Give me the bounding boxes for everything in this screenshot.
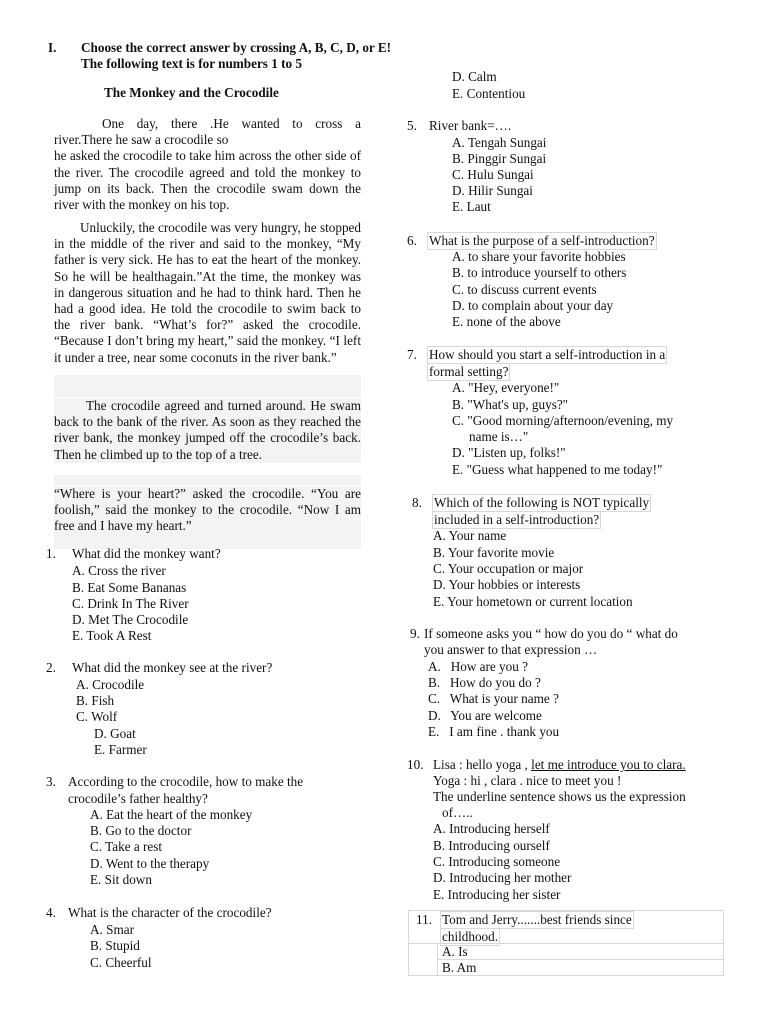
q4-option-e[interactable]: E. Contentiou bbox=[452, 86, 526, 101]
q2-option-e[interactable]: E. Farmer bbox=[94, 742, 147, 757]
q1-option-d[interactable]: D. Met The Crocodile bbox=[72, 612, 189, 627]
story-title: The Monkey and the Crocodile bbox=[104, 85, 279, 100]
question-7 bbox=[407, 347, 666, 363]
question-number: 11. bbox=[416, 912, 432, 927]
question-stem: If someone asks you “ how do you do “ what do bbox=[424, 626, 678, 641]
question-stem: What did the monkey want? bbox=[72, 546, 221, 561]
question-3-stem-cont: crocodile’s father healthy? bbox=[68, 791, 208, 806]
q11-option-a[interactable]: A. Is bbox=[442, 944, 468, 959]
question-2 bbox=[46, 660, 273, 676]
q8-option-d[interactable]: D. Your hobbies or interests bbox=[433, 577, 581, 592]
q1-option-e[interactable]: E. Took A Rest bbox=[72, 628, 152, 643]
question-number: 5. bbox=[407, 118, 417, 133]
story-paragraph-3: The crocodile agreed and turned around. He swam back to the bank of the river. As soon as they reached the river bank, the monkey jumped off the crocodile’s back. Then he climbed up to the top of a tree. bbox=[54, 398, 361, 462]
q6-option-d[interactable]: D. to complain about your day bbox=[452, 298, 614, 313]
question-stem: What is the character of the crocodile? bbox=[68, 905, 272, 920]
story-shade-1 bbox=[54, 375, 361, 397]
question-stem: What did the monkey see at the river? bbox=[72, 660, 273, 675]
q10-option-a[interactable]: A. Introducing herself bbox=[433, 821, 550, 836]
q10-stem-plain: Lisa : hello yoga , bbox=[433, 757, 532, 772]
q7-option-c[interactable]: C. "Good morning/afternoon/evening, my bbox=[452, 413, 674, 428]
question-5 bbox=[407, 118, 512, 134]
story-p1-line1: One day, there .He wanted to cross a bbox=[102, 116, 361, 131]
q8-option-a[interactable]: A. Your name bbox=[433, 528, 507, 543]
q1-option-a[interactable]: A. Cross the river bbox=[72, 563, 166, 578]
q9-option-a[interactable]: A. How are you ? bbox=[428, 659, 528, 674]
q6-option-c[interactable]: C. to discuss current events bbox=[452, 282, 597, 297]
question-1 bbox=[46, 546, 221, 562]
question-number: 9. bbox=[410, 626, 420, 641]
q4-option-a[interactable]: A. Smar bbox=[90, 922, 134, 937]
q5-option-b[interactable]: B. Pinggir Sungai bbox=[452, 151, 547, 166]
q8-option-b[interactable]: B. Your favorite movie bbox=[433, 545, 555, 560]
q9-option-e[interactable]: E. I am fine . thank you bbox=[428, 724, 560, 739]
instruction-subline: The following text is for numbers 1 to 5 bbox=[81, 56, 303, 71]
q9-option-b[interactable]: B. How do you do ? bbox=[428, 675, 541, 690]
question-10 bbox=[407, 757, 686, 773]
q7-option-a[interactable]: A. "Hey, everyone!" bbox=[452, 380, 560, 395]
question-stem bbox=[433, 757, 686, 773]
question-number: 2. bbox=[46, 660, 56, 675]
q8-option-c[interactable]: C. Your occupation or major bbox=[433, 561, 584, 576]
q10-line-3: The underline sentence shows us the expression bbox=[433, 789, 686, 804]
q5-option-e[interactable]: E. Laut bbox=[452, 199, 491, 214]
question-stem: According to the crocodile, how to make the bbox=[68, 774, 304, 789]
q4-option-b[interactable]: B. Stupid bbox=[90, 938, 140, 953]
q2-option-a[interactable]: A. Crocodile bbox=[76, 677, 145, 692]
q10-option-c[interactable]: C. Introducing someone bbox=[433, 854, 561, 869]
q11-option-b[interactable]: B. Am bbox=[442, 960, 477, 975]
question-number: 7. bbox=[407, 347, 417, 362]
question-9 bbox=[410, 626, 678, 642]
q9-option-d[interactable]: D. You are welcome bbox=[428, 708, 542, 723]
question-4 bbox=[46, 905, 272, 921]
question-number: 1. bbox=[46, 546, 56, 561]
q11-divider-3 bbox=[437, 943, 438, 975]
q10-line-2: Yoga : hi , clara . nice to meet you ! bbox=[433, 773, 622, 788]
q5-option-c[interactable]: C. Hulu Sungai bbox=[452, 167, 534, 182]
q2-option-b[interactable]: B. Fish bbox=[76, 693, 115, 708]
q4-option-c[interactable]: C. Cheerful bbox=[90, 955, 152, 970]
section-number: I. bbox=[48, 40, 57, 55]
q10-line-4: of….. bbox=[442, 805, 473, 820]
q3-option-e[interactable]: E. Sit down bbox=[90, 872, 152, 887]
story-paragraph-2: Unluckily, the crocodile was very hungry, he stopped in the middle of the river and said to the monkey, “My father is very sick. He has to eat the heart of the monkey. So he will be healthagain.”At the time, the monkey was in dangerous situation and he had to think hard. Then he had a good idea. He told the crocodile to swim back to the river bank. “What’s for?” asked the crocodile. “Because I don’t bring my heart,” said the monkey. “I left it under a tree, near some coconuts in the river bank.” bbox=[54, 220, 361, 365]
q10-option-e[interactable]: E. Introducing her sister bbox=[433, 887, 561, 902]
question-8-stem-cont: included in a self-introduction? bbox=[432, 511, 601, 529]
q1-option-b[interactable]: B. Eat Some Bananas bbox=[72, 580, 187, 595]
q10-option-d[interactable]: D. Introducing her mother bbox=[433, 870, 572, 885]
question-number: 6. bbox=[407, 233, 417, 248]
question-stem: River bank=…. bbox=[429, 118, 512, 133]
q11-divider-2 bbox=[437, 959, 723, 960]
question-number: 10. bbox=[407, 757, 424, 772]
question-stem: Tom and Jerry.......best friends since bbox=[440, 911, 634, 929]
q6-option-b[interactable]: B. to introduce yourself to others bbox=[452, 265, 627, 280]
q5-option-a[interactable]: A. Tengah Sungai bbox=[452, 135, 547, 150]
q10-stem-underlined: let me introduce you to clara. bbox=[531, 757, 686, 772]
q6-option-e[interactable]: E. none of the above bbox=[452, 314, 561, 329]
q3-option-b[interactable]: B. Go to the doctor bbox=[90, 823, 192, 838]
q2-option-c[interactable]: C. Wolf bbox=[76, 709, 118, 724]
q9-option-c[interactable]: C. What is your name ? bbox=[428, 691, 559, 706]
question-11-stem-cont: childhood. bbox=[440, 928, 500, 946]
q7-option-b[interactable]: B. "What's up, guys?" bbox=[452, 397, 569, 412]
q7-option-e[interactable]: E. "Guess what happened to me today!" bbox=[452, 462, 663, 477]
question-9-stem-cont: you answer to that expression … bbox=[424, 642, 598, 657]
instruction-line: Choose the correct answer by crossing A, B, C, D, or E! bbox=[81, 40, 392, 55]
question-number: 3. bbox=[46, 774, 56, 789]
story-paragraph-4: “Where is your heart?” asked the crocodile. “You are foolish,” said the monkey to the crocodile. “Now I am free and I have my heart.” bbox=[54, 486, 361, 549]
q1-option-c[interactable]: C. Drink In The River bbox=[72, 596, 189, 611]
question-11 bbox=[416, 912, 632, 928]
q8-option-e[interactable]: E. Your hometown or current location bbox=[433, 594, 633, 609]
question-8 bbox=[412, 495, 650, 511]
q3-option-a[interactable]: A. Eat the heart of the monkey bbox=[90, 807, 253, 822]
question-number: 8. bbox=[412, 495, 422, 510]
q6-option-a[interactable]: A. to share your favorite hobbies bbox=[452, 249, 626, 264]
q3-option-d[interactable]: D. Went to the therapy bbox=[90, 856, 210, 871]
question-6 bbox=[407, 233, 655, 249]
question-number: 4. bbox=[46, 905, 56, 920]
question-stem: How should you start a self-introduction in a bbox=[427, 346, 667, 364]
q7-option-d[interactable]: D. "Listen up, folks!" bbox=[452, 445, 566, 460]
story-p1-rest: he asked the crocodile to take him across the other side of the river. The crocodile agreed and told the monkey to jump on its back. Then the crocodile swam down the river with the monkey on his top. bbox=[54, 148, 361, 213]
story-p1-line2: river.There he saw a crocodile so bbox=[54, 132, 229, 148]
q4-option-d[interactable]: D. Calm bbox=[452, 69, 497, 84]
question-3 bbox=[46, 774, 304, 790]
q5-option-d[interactable]: D. Hilir Sungai bbox=[452, 183, 533, 198]
q7-option-c-cont: name is…" bbox=[469, 429, 529, 444]
q2-option-d[interactable]: D. Goat bbox=[94, 726, 136, 741]
q10-option-b[interactable]: B. Introducing ourself bbox=[433, 838, 550, 853]
story-shade-2 bbox=[54, 475, 361, 485]
story-paragraph-1 bbox=[54, 116, 361, 213]
q3-option-c[interactable]: C. Take a rest bbox=[90, 839, 163, 854]
question-stem: Which of the following is NOT typically bbox=[432, 494, 651, 512]
question-stem: What is the purpose of a self-introduction? bbox=[427, 232, 657, 250]
question-7-stem-cont: formal setting? bbox=[427, 363, 510, 381]
